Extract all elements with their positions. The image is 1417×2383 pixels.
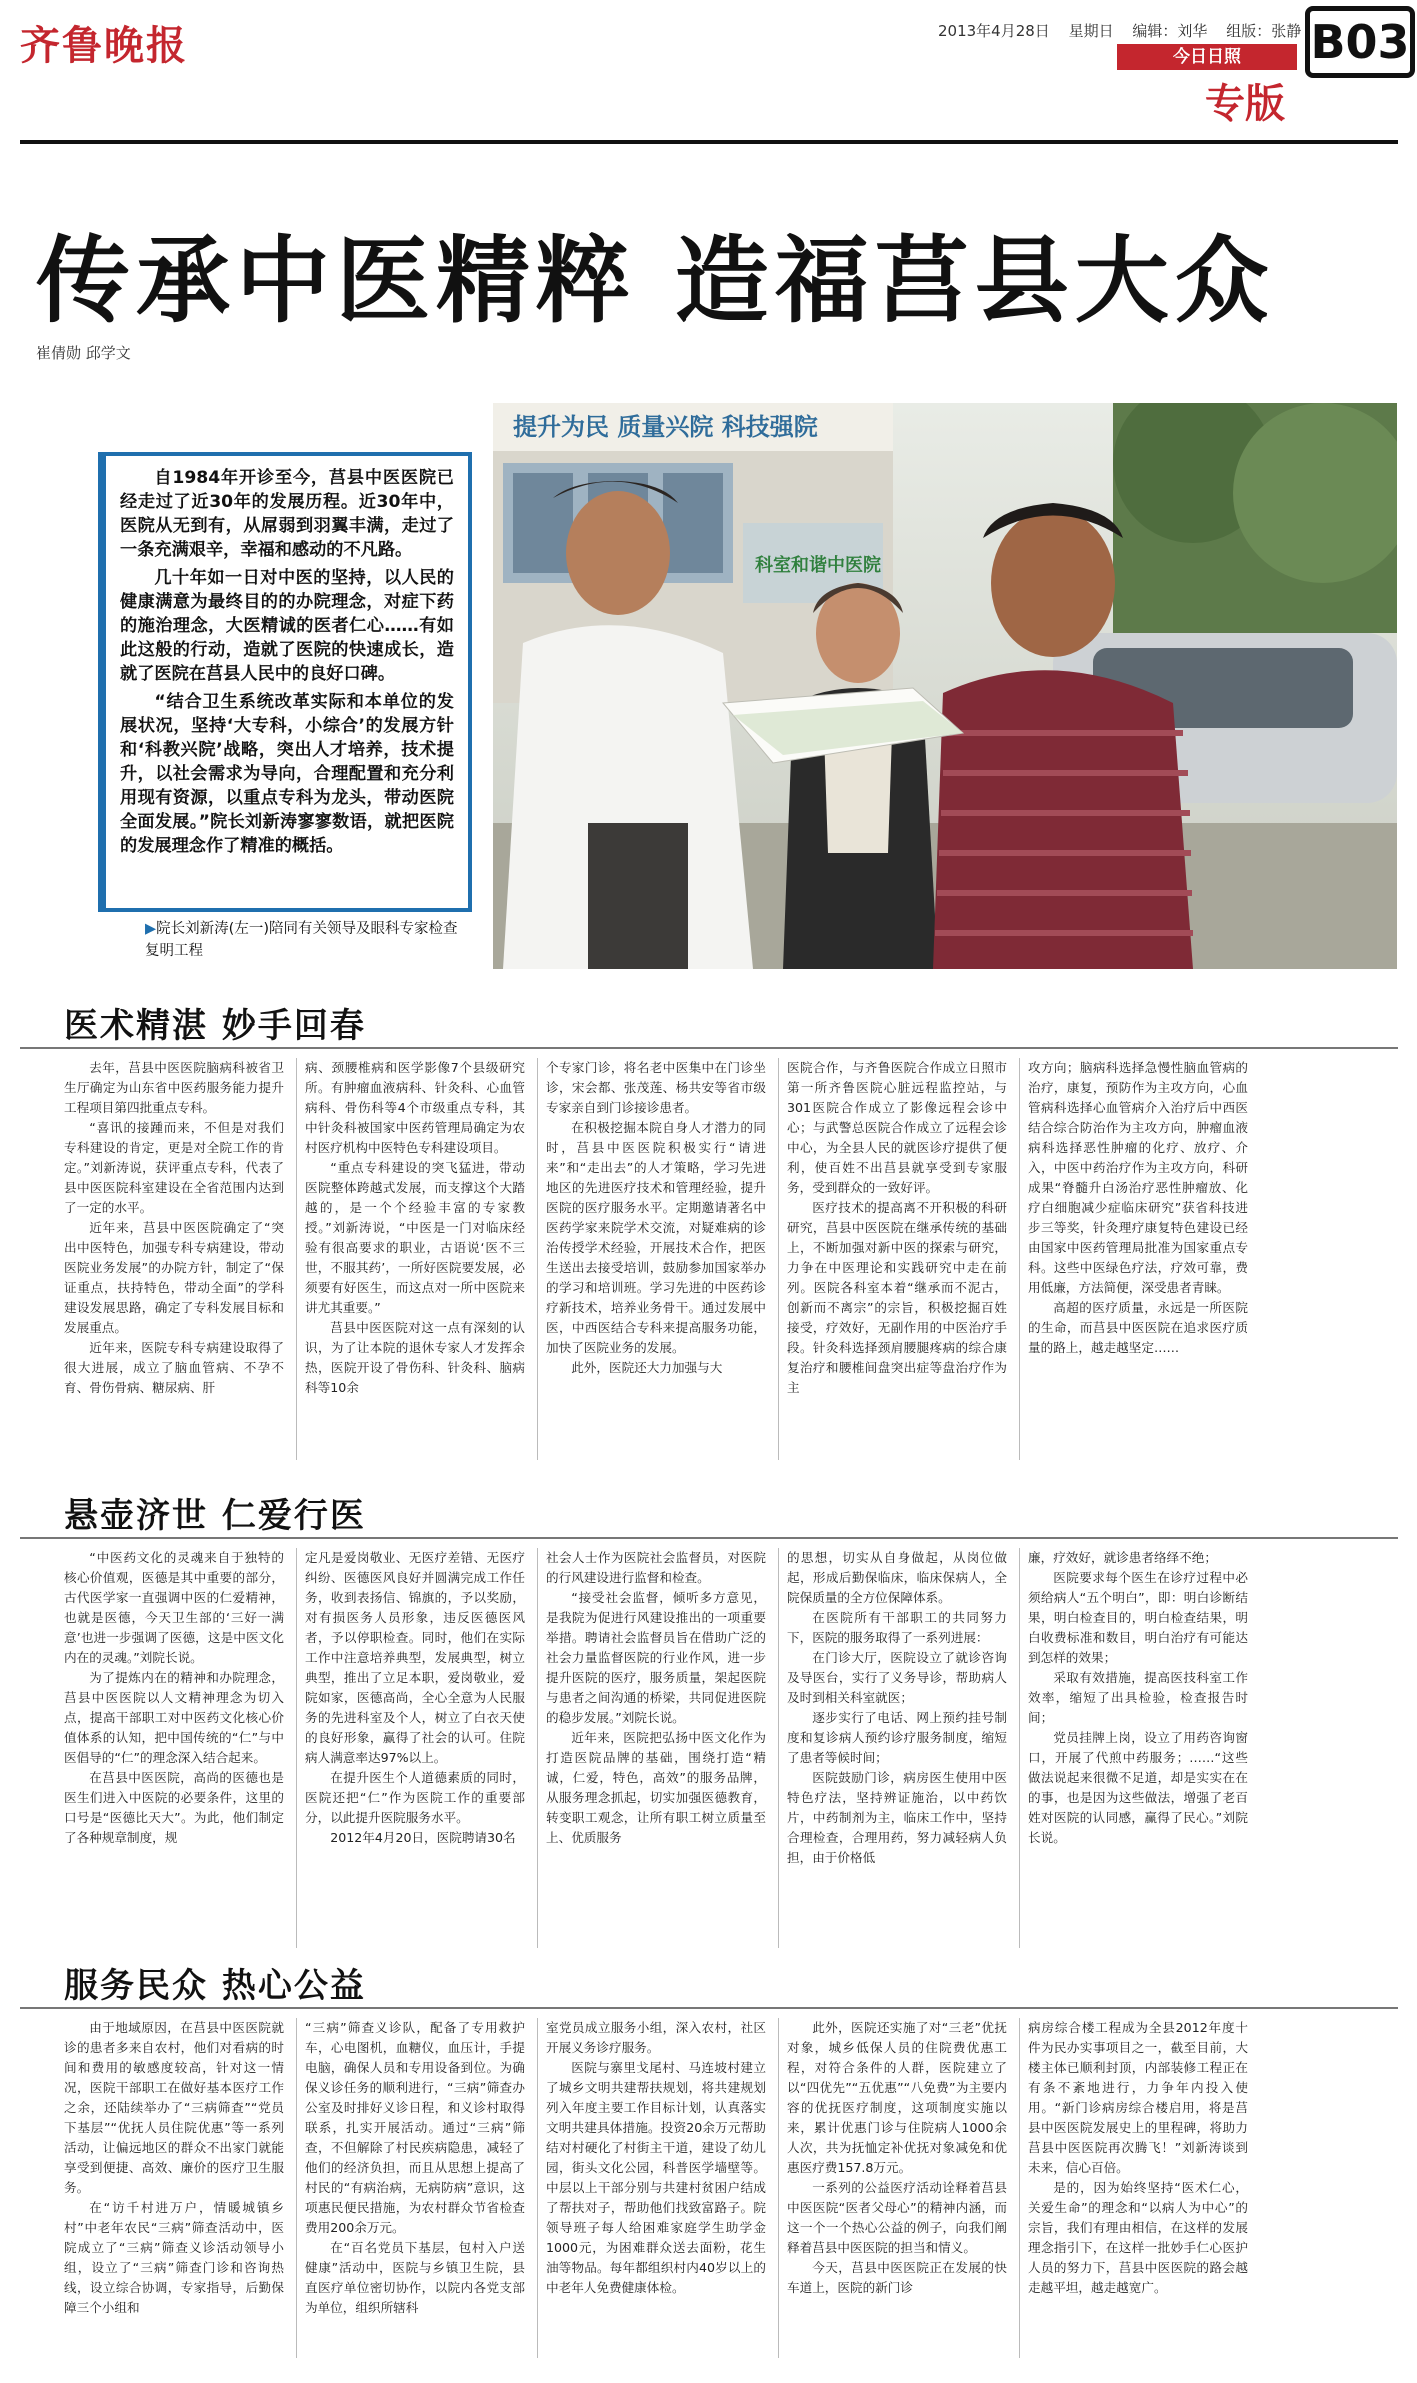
paragraph: 为了提炼内在的精神和办院理念，莒县中医医院以人文精神理念为切入点，提高干部职工对中医药文化核心价值体系的认知，把中国传统的“仁”与中医倡导的“仁”的理念深入结合起来。 (64, 1670, 284, 1765)
paragraph: 医院鼓励门诊，病房医生使用中医特色疗法，坚持辨证施治，以中药饮片，中药制剂为主，临床工作中，坚持合理检查，合理用药，努力减轻病人负担，由于价格低 (787, 1770, 1007, 1865)
paragraph: 病房综合楼工程成为全县2012年度十件为民办实事项目之一，截至目前，大楼主体已顺利封顶，内部装修工程正在有条不紊地进行，力争年内投入使用。“新门诊病房综合楼启用，将是莒县中医医院发展史上的里程碑，将助力莒县中医医院再次腾飞！”刘新涛谈到未来，信心百倍。 (1028, 2020, 1248, 2175)
paragraph: 在莒县中医医院，高尚的医德也是医生们进入中医院的必要条件，这里的口号是“医德比天大”。为此，他们制定了各种规章制度，规 (64, 1770, 284, 1845)
paragraph: 此外，医院还大力加强与大 (571, 1360, 723, 1375)
paragraph: 莒县中医医院对这一点有深刻的认识，为了让本院的退休专家人才发挥余热，医院开设了骨伤科、针灸科、脑病科等10余 (305, 1320, 525, 1395)
article-column (787, 2018, 1007, 2358)
paragraph: “三病”筛查义诊队，配备了专用救护车，心电图机，血糖仪，血压计，手提电脑，确保人员和专用设备到位。为确保义诊任务的顺利进行，“三病”筛查办公室及时排好义诊日程，和义诊村取得联系，扎实开展活动。通过“三病”筛查，不但解除了村民疾病隐患，减轻了他们的经济负担，而且从思想上提高了村民的“有病治病，无病防病”意识，这项惠民便民措施，为农村群众节省检查费用200余万元。 (305, 2020, 525, 2235)
section-rule (20, 2007, 1398, 2009)
article-column (787, 1058, 1007, 1460)
article-column (1028, 1548, 1248, 1948)
paragraph: 在“访千村进万户，情暖城镇乡村”中老年农民“三病”筛查活动中，医院成立了“三病”筛查义诊活动领导小组，设立了“三病”筛查门诊和咨询热线，设立综合协调，专家指导，后勤保障三个小组和 (64, 2200, 284, 2315)
column-divider (296, 1058, 297, 1460)
column-divider (537, 2018, 538, 2358)
article-column (305, 2018, 525, 2358)
masthead-rule (20, 140, 1398, 144)
paragraph: “接受社会监督，倾听多方意见，是我院为促进行风建设推出的一项重要举措。聘请社会监督员旨在借助广泛的社会力量监督医院的行业作风，进一步提升医院的医疗，服务质量，架起医院与患者之间沟通的桥梁，共同促进医院的稳步发展。”刘院长说。 (546, 1590, 766, 1725)
article-column (64, 2018, 284, 2358)
paragraph: 一系列的公益医疗活动诠释着莒县中医医院“医者父母心”的精神内涵，而这一个一个热心公益的例子，向我们阐释着莒县中医医院的担当和情义。 (787, 2180, 1007, 2255)
masthead-info (938, 20, 1315, 41)
intro-box (102, 452, 472, 912)
paragraph: 病、颈腰椎病和医学影像7个县级研究所。有肿瘤血液病科、针灸科、心血管病科、骨伤科等4个市级重点专科，其中针灸科被国家中医药管理局确定为农村医疗机构中医特色专科建设项目。 (305, 1060, 525, 1155)
section-title-medical-skill: 医术精湛 妙手回春 (64, 1006, 366, 1046)
paragraph: 近年来，医院把弘扬中医文化作为打造医院品牌的基础，围绕打造“精诚，仁爱，特色，高效”的服务品牌，从服务理念抓起，切实加强医德教育，转变职工观念，让所有职工树立质量至上、优质服务 (546, 1730, 766, 1845)
paragraph: 攻方向；脑病科选择急慢性脑血管病的治疗，康复，预防作为主攻方向，心血管病科选择心血管病介入治疗后中西医结合综合防治作为主攻方向，肿瘤血液病科选择恶性肿瘤的化疗、放疗、介入，中医中药治疗作为主攻方向，科研成果“脊髓升白汤治疗恶性肿瘤放、化疗白细胞减少症临床研究”获省科技进步三等奖，针灸理疗康复特色建设已经由国家中医药管理局批准为国家重点专科。这些中医绿色疗法，疗效可靠，费用低廉，方法简便，深受患者青睐。 (1028, 1060, 1248, 1295)
paragraph: “喜讯的接踵而来，不但是对我们专科建设的肯定，更是对全院工作的肯定。”刘新涛说，获评重点专科，代表了县中医医院科室建设在全省范围内达到了一定的水平。 (64, 1120, 284, 1215)
paragraph: 党员挂牌上岗，设立了用药咨询窗口，开展了代煎中药服务；……“这些做法说起来很微不足道，却是实实在在的事，也是因为这些做法，增强了老百姓对医院的认同感，赢得了民心。”刘院长说。 (1028, 1730, 1248, 1845)
paragraph: 是的，因为始终坚持“医术仁心，关爱生命”的理念和“以病人为中心”的宗旨，我们有理由相信，在这样的发展理念指引下，在这样一批妙手仁心医护人员的努力下，莒县中医医院的路会越走越平坦，越走越宽广。 (1028, 2180, 1248, 2295)
article-column (546, 1058, 766, 1460)
paragraph: 社会人士作为医院社会监督员，对医院的行风建设进行监督和检查。 (546, 1550, 766, 1585)
paragraph: 个专家门诊，将名老中医集中在门诊坐诊，宋会都、张茂莲、杨共安等省市级专家亲自到门诊接诊患者。 (546, 1060, 766, 1115)
column-divider (296, 2018, 297, 2358)
paragraph: 此外，医院还实施了对“三老”优抚对象，城乡低保人员的住院费优惠工程，对符合条件的人群，医院建立了以“四优先”“五优惠”“八免费”为主要内容的优抚医疗制度，这项制度实施以来，累计优惠门诊与住院病人1000余人次，共为抚恤定补优抚对象减免和优惠医疗费157.8万元。 (787, 2020, 1007, 2175)
special-edition-label: 专版 (1205, 81, 1285, 127)
column-divider (537, 1058, 538, 1460)
paragraph: 由于地域原因，在莒县中医医院就诊的患者多来自农村，他们对看病的时间和费用的敏感度较高，针对这一情况，医院干部职工在做好基本医疗工作之余，还陆续举办了“三病筛查”“党员下基层”“优抚人员住院优惠”等一系列活动，让偏远地区的群众不出家门就能享受到便捷、高效、廉价的医疗卫生服务。 (64, 2020, 284, 2195)
article-column (64, 1058, 284, 1460)
photo-caption: ▶院长刘新涛(左一)陪同有关领导及眼科专家检查复明工程 (145, 921, 458, 959)
section-rule (20, 1537, 1398, 1539)
photo-banner-text: 提升为民 质量兴院 科技强院 (513, 413, 818, 441)
paragraph: 近年来，医院专科专病建设取得了很大进展，成立了脑血管病、不孕不育、骨伤骨病、糖尿病、肝 (64, 1340, 284, 1395)
intro-paragraph: “结合卫生系统改革实际和本单位的发展状况，坚持‘大专科，小综合’的发展方针和‘科教兴院’战略，突出人才培养，技术提升，以社会需求为导向，合理配置和充分利用现有资源，以重点专科为龙头，带动医院全面发展。”院长刘新涛寥寥数语，就把医院的发展理念作了精准的概括。 (120, 692, 454, 856)
column-divider (778, 1058, 779, 1460)
column-divider (1019, 1058, 1020, 1460)
page-title: 传承中医精粹 造福莒县大众 (36, 227, 1275, 336)
paragraph: 医院要求每个医生在诊疗过程中必须给病人“五个明白”，即：明白诊断结果，明白检查目的，明白检查结果，明白收费标准和数目，明白治疗有可能达到怎样的效果； (1028, 1570, 1248, 1665)
article-column (64, 1548, 284, 1948)
article-column (546, 2018, 766, 2358)
article-column (787, 1548, 1007, 1948)
page-number: B03 (1305, 6, 1415, 78)
paragraph: 在医院所有干部职工的共同努力下，医院的服务取得了一系列进展： (787, 1610, 1007, 1645)
column-divider (1019, 2018, 1020, 2358)
paragraph: 的思想，切实从自身做起，从岗位做起，形成后勤保临床，临床保病人，全院保质量的全方位保障体系。 (787, 1550, 1007, 1605)
paragraph: 医院合作，与齐鲁医院合作成立日照市第一所齐鲁医院心脏远程监控站，与301医院合作成立了影像远程会诊中心；与武警总医院合作成立了远程会诊中心，为全县人民的就医诊疗提供了便利，使百姓不出莒县就享受到专家服务，受到群众的一致好评。 (787, 1060, 1007, 1195)
column-divider (778, 1548, 779, 1948)
paragraph: 在“百名党员下基层，包村入户送健康”活动中，医院与乡镇卫生院，县直医疗单位密切协作，以院内各党支部为单位，组织所辖科 (305, 2240, 525, 2315)
column-divider (537, 1548, 538, 1948)
section-title-public-service: 服务民众 热心公益 (64, 1966, 366, 2006)
paragraph: 采取有效措施，提高医技科室工作效率，缩短了出具检验，检查报告时间； (1028, 1670, 1248, 1725)
paragraph: 医疗技术的提高离不开积极的科研研究，莒县中医医院在继承传统的基础上，不断加强对新中医的探索与研究，力争在中医理论和实践研究中走在前列。医院各科室本着“继承而不泥古，创新而不离宗”的宗旨，积极挖掘百姓接受，疗效好，无副作用的中医治疗手段。针灸科选择颈肩腰腿疼病的综合康复治疗和腰椎间盘突出症等盘治疗作为主 (787, 1200, 1007, 1395)
paragraph: 今天，莒县中医医院正在发展的快车道上，医院的新门诊 (787, 2260, 1007, 2295)
paragraph: 在提升医生个人道德素质的同时，医院还把“仁”作为医院工作的重要部分，以此提升医院服务水平。 (305, 1770, 525, 1825)
paragraph: “中医药文化的灵魂来自于独特的核心价值观，医德是其中重要的部分，古代医学家一直强调中医的仁爱精神，也就是医德，今天卫生部的‘三好一满意’也进一步强调了医德，这是中医文化内在的灵魂。”刘院长说。 (64, 1550, 284, 1665)
paragraph: 2012年4月20日，医院聘请30名 (330, 1830, 516, 1845)
paragraph: 定凡是爱岗敬业、无医疗差错、无医疗纠纷、医德医风良好并圆满完成工作任务，收到表扬信、锦旗的，予以奖励，对有损医务人员形象，违反医德医风者，予以停职检查。同时，他们在实际工作中注意培养典型，发展典型，树立典型，推出了立足本职，爱岗敬业，爱院如家，医德高尚，全心全意为人民服务的先进科室及个人，树立了白衣天使的良好形象，赢得了社会的认可。住院病人满意率达97%以上。 (305, 1550, 525, 1765)
column-divider (1019, 1548, 1020, 1948)
paragraph: 在门诊大厅，医院设立了就诊咨询及导医台，实行了义务导诊，帮助病人及时到相关科室就医； (787, 1650, 1007, 1705)
column-divider (296, 1548, 297, 1948)
section-title-benevolence: 悬壶济世 仁爱行医 (64, 1496, 366, 1536)
photo-sign-text: 科室和谐中医院 (755, 555, 881, 576)
article-column (305, 1548, 525, 1948)
paragraph: 逐步实行了电话、网上预约挂号制度和复诊病人预约诊疗服务制度，缩短了患者等候时间； (787, 1710, 1007, 1765)
issue-date: 2013年4月28日 (938, 22, 1050, 40)
intro-paragraph: 自1984年开诊至今，莒县中医医院已经走过了近30年的发展历程。近30年中，医院从无到有，从屌弱到羽翼丰满，走过了一条充满艰辛，幸福和感动的不凡路。 (120, 468, 454, 560)
section-rule (20, 1047, 1398, 1049)
paragraph: 廉，疗效好，就诊患者络绎不绝； (1028, 1550, 1217, 1565)
layout-credit: 组版：张静 (1226, 22, 1302, 40)
article-column (546, 1548, 766, 1948)
section-name: 今日日照 (1117, 44, 1297, 70)
paragraph: 在积极挖掘本院自身人才潜力的同时，莒县中医医院积极实行“请进来”和“走出去”的人才策略，学习先进地区的先进医疗技术和管理经验，提升医院的医疗服务水平。定期邀请著名中医药学家来院学术交流，对疑难病的诊治传授学术经验，开展技术合作，把医生送出去接受培训，鼓励参加国家举办的学习和培训班。学习先进的中医药诊疗新技术，培养业务骨干。通过发展中医，中西医结合专科来提高服务功能，加快了医院业务的发展。 (546, 1120, 766, 1355)
paragraph: 高超的医疗质量，永远是一所医院的生命，而莒县中医医院在追求医疗质量的路上，越走越坚定…… (1028, 1300, 1248, 1355)
paragraph: 医院与寨里戈尾村、马连坡村建立了城乡文明共建帮扶规划，将共建规划列入年度主要工作目标计划，认真落实文明共建具体措施。投资20余万元帮助结对村硬化了村街主干道，建设了幼儿园，街头文化公园，科普医学墙壁等。中层以上干部分别与共建村贫困户结成了帮扶对子，帮助他们找致富路子。院领导班子每人给困难家庭学生助学金1000元，为困难群众送去面粉，花生油等物品。每年都组织村内40岁以上的中老年人免费健康体检。 (546, 2060, 766, 2295)
news-photo (493, 403, 1397, 969)
paragraph: “重点专科建设的突飞猛进，带动医院整体跨越式发展，而支撑这个大踏越的，是一个个经验丰富的专家教授。”刘新涛说，“中医是一门对临床经验有很高要求的职业，古语说‘医不三世，不服其药’，一所好医院要发展，必须要有好医生，而这点对一所中医院来讲尤其重要。” (305, 1160, 525, 1315)
paragraph: 去年，莒县中医医院脑病科被省卫生厅确定为山东省中医药服务能力提升工程项目第四批重点专科。 (64, 1060, 284, 1115)
article-column (305, 1058, 525, 1460)
newspaper-logo: 齐鲁晚报 (20, 22, 188, 69)
paragraph: 近年来，莒县中医医院确定了“突出中医特色，加强专科专病建设，带动医院业务发展”的办院方针，制定了“保证重点，扶持特色，带动全面”的学科建设发展思路，确定了专科发展目标和发展重点。 (64, 1220, 284, 1335)
paragraph: 室党员成立服务小组，深入农村，社区开展义务诊疗服务。 (546, 2020, 766, 2055)
column-divider (778, 2018, 779, 2358)
intro-paragraph: 几十年如一日对中医的坚持，以人民的健康满意为最终目的的办院理念，对症下药的施治理念，大医精诚的医者仁心……有如此这般的行动，造就了医院的快速成长，造就了医院在莒县人民中的良好口碑。 (120, 568, 454, 684)
caption-marker-icon: ▶ (145, 921, 157, 937)
editor-credit: 编辑：刘华 (1132, 22, 1208, 40)
article-column (1028, 1058, 1248, 1460)
issue-weekday: 星期日 (1068, 22, 1114, 40)
byline: 崔倩勋 邱学文 (36, 344, 131, 362)
article-column (1028, 2018, 1248, 2358)
